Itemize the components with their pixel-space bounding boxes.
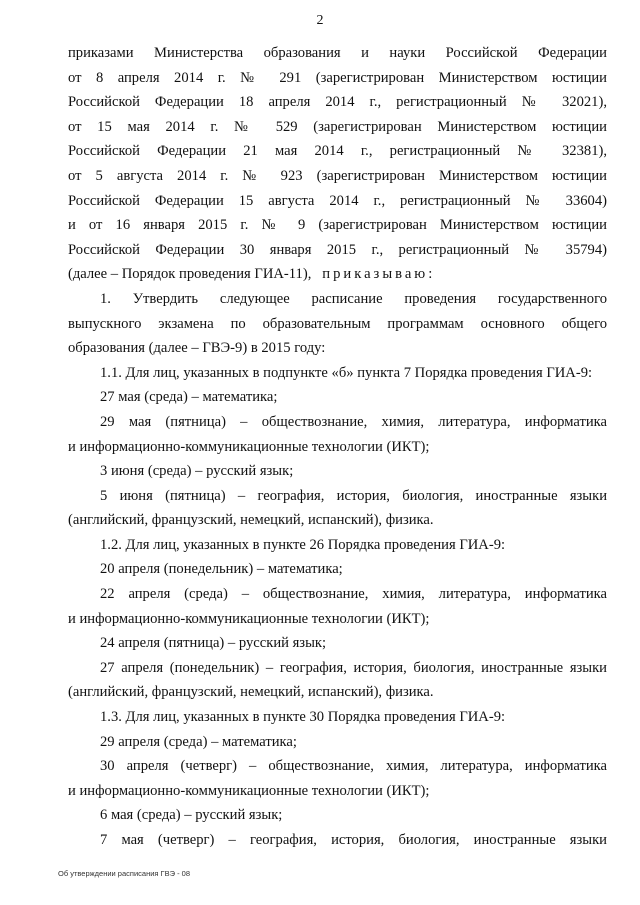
text-line [68,41,607,66]
text-line-content: 1.2. Для лиц, указанных в пункте 26 Порядка проведения ГИА-9: [100,536,506,553]
text-line-content: 1.1. Для лиц, указанных в подпункте «б» пункта 7 Порядка проведения ГИА-9: [100,364,593,381]
text-line [68,484,607,509]
text-line [68,435,607,460]
text-line [68,336,607,361]
text-line [68,557,607,582]
text-line [68,803,607,828]
text-line-content: и информационно-коммуникационные технологии (ИКТ); [68,610,430,627]
text-line-content: от 15 мая 2014 г. № 529 (зарегистрирован Министерством юстиции [68,118,607,135]
text-line [68,410,607,435]
text-line [68,213,607,238]
page-number: 2 [316,13,324,28]
text-line [68,828,607,853]
text-line-content: от 8 апреля 2014 г. № 291 (зарегистрирован Министерством юстиции [68,69,607,86]
text-line [68,66,607,91]
text-line-content: 30 апреля (четверг) – обществознание, химия, литература, информатика [100,758,607,775]
text-line-content: 29 апреля (среда) – математика; [100,733,297,750]
text-line [68,139,607,164]
text-line-content: Российской Федерации 30 января 2015 г., регистрационный № 35794) [68,241,607,258]
text-line [68,680,607,705]
text-line [68,607,607,632]
text-line [68,312,607,337]
text-line [68,90,607,115]
text-line-content: 29 мая (пятница) – обществознание, химия, литература, информатика [100,413,607,430]
text-line [68,730,607,755]
text-line-content: (далее – Порядок проведения ГИА-11), [68,266,312,283]
text-line-content: Российской Федерации 15 августа 2014 г., регистрационный № 33604) [68,192,607,209]
text-line-content: (английский, французский, немецкий, испанский), физика. [68,684,434,701]
document-footer: Об утверждении расписания ГВЭ - 08 [58,869,191,878]
text-line [68,705,607,730]
text-line-content: образования (далее – ГВЭ-9) в 2015 году: [68,340,326,357]
text-line-content: 1. Утвердить следующее расписание проведения государственного [100,290,607,307]
text-line-content: 27 апреля (понедельник) – география, история, биология, иностранные языки [100,659,607,676]
text-line-content: (английский, французский, немецкий, испанский), физика. [68,512,434,529]
text-line-content: 6 мая (среда) – русский язык; [100,807,283,824]
text-line [68,533,607,558]
document-body [68,41,607,853]
text-line [68,656,607,681]
text-line-content: Российской Федерации 21 мая 2014 г., регистрационный № 32381), [68,143,607,160]
text-line-content: выпускного экзамена по образовательным программам основного общего [68,315,607,332]
text-line [68,779,607,804]
text-line [68,459,607,484]
text-line [68,385,607,410]
text-line-content: 7 мая (четверг) – география, история, биология, иностранные языки [100,832,607,848]
text-line [68,508,607,533]
text-line-content: приказами Министерства образования и науки Российской Федерации [68,45,607,61]
text-line [68,115,607,140]
text-line-content: и от 16 января 2015 г. № 9 (зарегистрирован Министерством юстиции [68,217,607,234]
order-word: приказываю: [322,266,436,283]
text-line-content: Российской Федерации 18 апреля 2014 г., регистрационный № 32021), [68,94,607,111]
text-line [68,238,607,263]
text-line-content: от 5 августа 2014 г. № 923 (зарегистрирован Министерством юстиции [68,167,607,184]
text-line [68,631,607,656]
text-line [68,754,607,779]
text-line-content: 20 апреля (понедельник) – математика; [100,561,343,578]
text-line-content: и информационно-коммуникационные технологии (ИКТ); [68,438,430,455]
text-line [68,287,607,312]
text-line [68,262,607,287]
text-line-content: 22 апреля (среда) – обществознание, химия, литература, информатика [100,586,607,603]
text-line-content: 1.3. Для лиц, указанных в пункте 30 Порядка проведения ГИА-9: [100,709,506,726]
text-line-content: 27 мая (среда) – математика; [100,389,278,406]
text-line [68,164,607,189]
text-line-content: 5 июня (пятница) – география, история, биология, иностранные языки [100,487,607,504]
text-line [68,361,607,386]
text-line-content: и информационно-коммуникационные технологии (ИКТ); [68,782,430,799]
text-line-content: 3 июня (среда) – русский язык; [100,463,294,480]
text-line-content: 24 апреля (пятница) – русский язык; [100,635,327,652]
text-line [68,582,607,607]
text-line [68,189,607,214]
